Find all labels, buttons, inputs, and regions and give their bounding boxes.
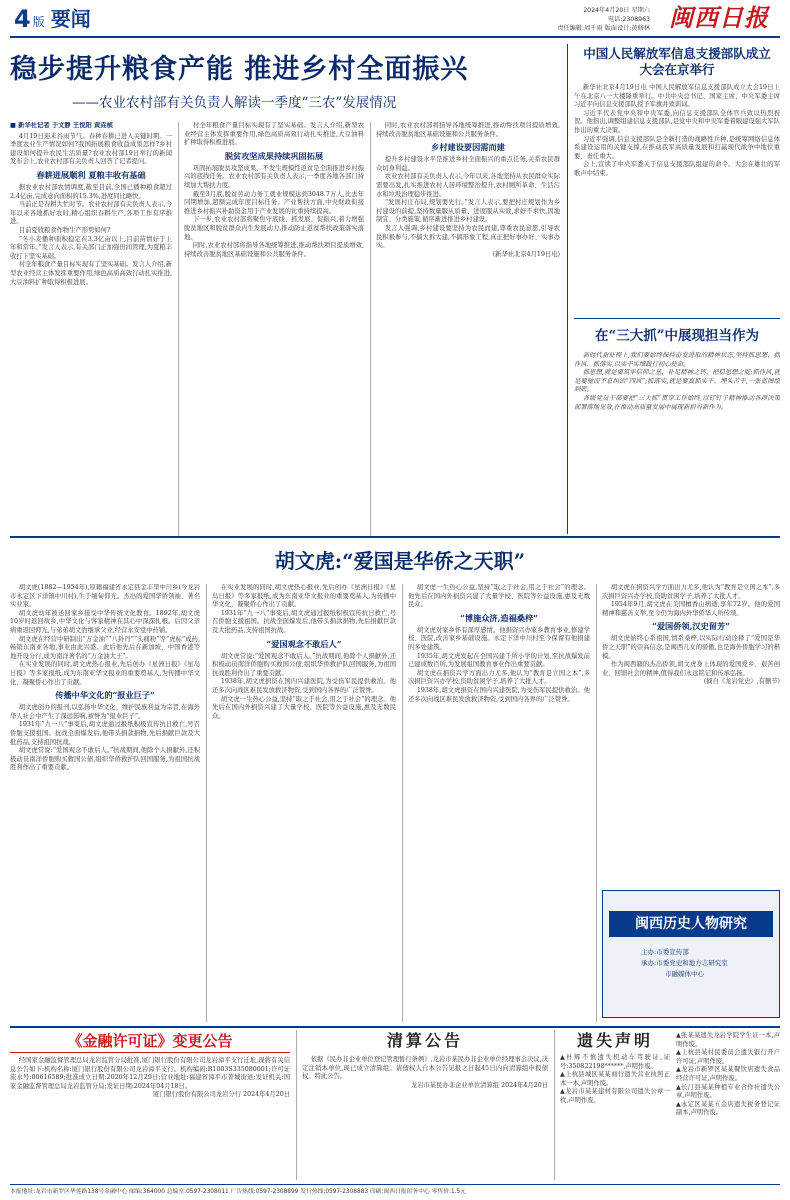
paragraph: 同时,农业农村部将指导各地统筹推进,推动帮扶项目提质增效,持续改善脱贫地区基础设施和公共服务条件。 — [184, 242, 364, 258]
page-label: 版 — [32, 15, 45, 29]
paragraph: 当前正是春耕大忙时节。农业农村部有关负责人表示,今年以来各地抓好农时,精心组织春耕生产,各项工作有序推进。 — [10, 201, 172, 226]
dateline: (新华社北京4月19日电) — [492, 250, 560, 258]
lead-col-2 — [184, 122, 364, 538]
paragraph: 1931年“九一八”事变后,胡文虎通过报纸积极宣传抗日救亡,号召侨胞支援祖国。抗战全面爆发后,他带头捐款捐物,先后捐献巨款及大批药品,支持祖国抗战。 — [10, 721, 200, 746]
paragraph: 会上,宣读了中央军委关于信息支援部队组建的命令。大会在雄壮的军歌声中结束。 — [574, 161, 780, 177]
paragraph: 胡文虎常说:“爱国观念不敢后人。”抗战期间,他除个人捐献外,还积极动员南洋侨胞购买救国公债,组织华侨救护队回国服务,为祖国抗战胜利作出了重要贡献。 — [212, 652, 396, 677]
page-number: 4 — [14, 6, 31, 32]
paragraph: 1938年,胡文虎捐资在国内兴建医院,为受伤军民提供救治。他还多次向战区难民发放救济物资,受到国内各界的广泛赞誉。 — [212, 678, 396, 694]
feature-col-3 — [408, 584, 590, 1022]
paragraph: 下一步,农业农村部将聚焦守底线、抓发展、促振兴,着力增强脱贫地区和脱贫群众内生发展动力,推动防止返贫帮扶政策落实落地。 — [184, 216, 364, 241]
paragraph: 新时代新征程上,我们要始终保持奋发进取的精神状态,坚持抓思想、抓作风、抓落实,以实干实绩践行初心使命。 — [574, 352, 780, 368]
paragraph: 胡文虎在捐资兴学方面出力尤多,他认为“教育是立国之本”,多次捐巨资兴办学校,资助贫困学子,培养了大批人才。 — [408, 669, 590, 686]
column-box-organizer-2: 市融媒体中心 — [665, 970, 704, 978]
feature-title: 胡文虎:“爱国是华侨之天职” — [274, 549, 526, 573]
byline: ■ 新华社记者 于文静 王悦阳 黄垚桢 — [10, 122, 113, 129]
paragraph: 巩固拓展脱贫攻坚成果、不发生规模性返贫是全面推进乡村振兴的底线任务。农业农村部有关负责人表示,一季度各地各部门持续加大帮扶力度。 — [184, 164, 364, 189]
lost-list-1 — [560, 1054, 670, 1118]
notice-liquidation — [302, 1030, 548, 1180]
lost-item: ▲长汀县某某种植专业合作社遗失公章,声明作废。 — [676, 1083, 780, 1100]
paragraph: 作为闽西籍的杰出侨领,胡文虎身上体现的爱国爱乡、艰苦创业、回馈社会的精神,值得我们永远铭记和传承弘扬。 — [602, 661, 780, 677]
paragraph: 同时,农业农村部将指导各地统筹推进,推动帮扶项目提质增效,持续改善脱贫地区基础设施和公共服务条件。 — [376, 122, 560, 138]
lost-item: ▲龙岩市新罗区某某餐饮店遗失食品经营许可证,声明作废。 — [676, 1066, 780, 1082]
column-box-host: 主办:市委宣传部 — [641, 948, 689, 956]
lead-subtitle: ——农业农村部有关负责人解读一季度“三农”发展情况 — [72, 95, 397, 111]
feature-col-1 — [10, 584, 200, 1022]
paragraph: 习近平强调,信息支援部队是全新打造的战略性兵种,是统筹网络信息体系建设运用的关键支撑,在推动我军高质量发展和打赢现代战争中地位重要、责任重大。 — [574, 135, 780, 160]
paragraph: 胡文虎始终心系祖国,情系桑梓,以实际行动诠释了“爱国是华侨之天职”的崇高信念,是闽西儿女的骄傲,也是海外侨胞学习的楷模。 — [602, 635, 780, 660]
paragraph: 据农业农村部农情调度,截至目前,全国已播种粮食超过2.4亿亩,完成意向面积的15.3%,进度同比略快。 — [10, 183, 172, 200]
subhead: 乡村建设要因需而建 — [431, 142, 505, 153]
paragraph: 胡文虎一生热心公益,坚持“取之于社会,用之于社会”的理念。他先后在国内外捐资兴建了大量学校、医院等公益设施,惠及无数民众。 — [212, 695, 396, 720]
source-note: (摘自《龙岩党史》,有删节) — [703, 678, 780, 686]
right-mid-article — [574, 322, 780, 532]
section-name: 要闻 — [50, 7, 91, 31]
paragraph: 4月19日迎来谷雨节气。春种春耕已进入关键时期。一季度农业生产情况如何?我国拓展粮食收益成果怎样?乡村建设如何提升农民生活质量?农业农村部19日举行的新闻发布会上,农业农村部有关负责人回答了记者提问。 — [10, 132, 172, 166]
paragraph: 抓思想,就是要筑牢信仰之基、补足精神之钙、把稳思想之舵;抓作风,就是要驰而不息纠治“四风”;抓落实,就是要真抓实干、埋头苦干,一张蓝图绘到底。 — [574, 369, 780, 394]
lost-item: ▲杜辉不慎遗失机动车驾驶证,证号:350822198******,声明作废。 — [560, 1054, 670, 1070]
paragraph: 1938年,胡文虎捐资在国内兴建医院,为受伤军民提供救治。他还多次向战区难民发放救济物资,受到国内各界的广泛赞誉。 — [408, 686, 590, 703]
paragraph: 在实业发展的同时,胡文虎热心报业,先后创办《星洲日报》《星岛日报》等多家报纸,成为东南亚华文报业的重要奠基人,为传播中华文化、凝聚侨心作出了贡献。 — [10, 661, 200, 686]
feature-article — [10, 540, 780, 1022]
paragraph: 1931年“九一八”事变后,胡文虎通过报纸积极宣传抗日救亡,号召侨胞支援祖国。抗战全面爆发后,他带头捐款捐物,先后捐献巨款及大批药品,支持祖国抗战。 — [212, 609, 396, 634]
paragraph: 发言人强调,乡村建设要坚持为农民而建,尊重农民意愿,引导农民积极参与,不搞大拆大建,不搞形象工程,真正把好事办好、实事办实。 — [376, 224, 560, 250]
lost-list-2 — [676, 1032, 780, 1118]
paragraph: 1954年9月,胡文虎在美国檀香山病逝,享年72岁。他的爱国精神和慈善义举,至今仍为海内外华侨华人所传颂。 — [602, 601, 780, 617]
lost-item: ▲张某某遗失龙岩学院学生证一本,声明作废。 — [676, 1032, 780, 1048]
right-top-article — [574, 46, 780, 314]
paragraph: 胡文虎对家乡怀有深厚感情。他捐资兴办家乡教育事业,修建学校、医院,改善家乡基础设施。永定下洋中川村至今保留有他捐建的多处建筑。 — [408, 626, 590, 651]
paragraph: 在实业发展的同时,胡文虎热心报业,先后创办《星洲日报》《星岛日报》等多家报纸,成为东南亚华文报业的重要奠基人,为传播中华文化、凝聚侨心作出了贡献。 — [212, 584, 396, 609]
paragraph: 村全年粮食产量目标实现有了坚实基础。发言人介绍,新型农业经营主体发挥重要作用,绿色高质高效行动扎实推进,大豆油料扩种取得积极进展。 — [10, 261, 172, 286]
notice-signature: 龙岩市某民办非企业单位清算组 2024年4月20日 — [410, 1081, 548, 1089]
paragraph: 胡文虎在经营中研制出“万金油”“八卦丹”“头痛粉”等“虎标”成药,畅销东南亚各地,事业由此兴盛。此后他先后在新加坡、中国香港等地开设分行,成为南洋著名的“万金油大王”。 — [10, 635, 200, 660]
issue-date: 2024年4月20日 — [583, 7, 630, 14]
paragraph: 依据《民办非企业单位登记管理暂行条例》,龙岩市某民办非企业单位经理事会决议,决定注销本单位,现已成立清算组。请债权人自本公告见报之日起45日内向清算组申报债权。特此公告。 — [302, 1056, 548, 1081]
feature-col-2 — [212, 584, 396, 1022]
paragraph: 农业农村部有关负责人表示,今年以来,各地坚持从农民群众实际需要出发,扎实推进农村人居环境整治提升,农村厕所革命、生活污水和垃圾治理稳步推进。 — [376, 173, 560, 198]
notice-liquidation-title: 清算公告 — [386, 1031, 463, 1050]
notice-license — [10, 1030, 290, 1180]
paragraph: 各级党员干部要把“三大抓”贯穿工作始终,以钉钉子精神推动各项决策部署落地见效,在推动高质量发展中展现新担当新作为。 — [574, 394, 780, 411]
editor-credits: 责任编辑:周千雨 版面设计:黄修林 — [557, 25, 650, 32]
paragraph: 习近平代表党中央和中央军委,向信息支援部队全体官兵致以热烈祝贺。他指出,调整组建信息支援部队,是党中央和中央军委着眼建设强大军队作出的重大决策。 — [574, 109, 780, 134]
issue-weekday: 星期六 — [631, 7, 650, 14]
lead-col-1 — [10, 122, 172, 538]
paragraph: 目前夏收粮食作物生产形势如何? — [18, 226, 111, 234]
lost-item: ▲上杭县城区某某商行遗失营业执照正本一本,声明作废。 — [560, 1071, 670, 1087]
lost-item: ▲永定区某某五金店遗失税务登记证副本,声明作废。 — [676, 1100, 780, 1117]
paragraph: 胡文虎一生热心公益,坚持“取之于社会,用之于社会”的理念。他先后在国内外捐资兴建了大量学校、医院等公益设施,惠及无数民众。 — [408, 584, 590, 609]
right-mid-title: 在“三大抓”中展现担当作为 — [594, 328, 760, 344]
page-footer: 本报地址:龙岩市新罗区华莲路138号金融中心 邮编:364000 总编室:0597-2308011 广告热线:0597-2308899 发行热线:0597-2308883 印刷:闽西日报印务中心 零售价:1.5元 — [10, 1189, 466, 1195]
lead-col-3 — [376, 122, 560, 538]
lead-title: 稳步提升粮食产能 推进乡村全面振兴 — [10, 54, 469, 85]
paragraph: 胡文虎幼年被送回家乡接受中华传统文化教育。1892年,胡文虎10岁时返回故乡,中华文化与客家精神在其心中深深扎根。后因父亲病重返回仰光,与弟弟胡文豹继承父业,经营永安堂中药铺。 — [10, 609, 200, 634]
subhead: “爱国观念不敢后人” — [266, 638, 342, 649]
lost-item: ▲龙岩市某某建材有限公司遗失公章一枚,声明作废。 — [560, 1088, 670, 1104]
notice-lost-title: 遗失声明 — [576, 1031, 653, 1050]
notice-lost — [560, 1030, 780, 1180]
paragraph: 经国家金融监督管理总局龙岩监管分局批准,厦门银行股份有限公司龙岩漳平支行迁址,现将有关信息公告如下:机构名称:厦门银行股份有限公司龙岩漳平支行。机构编码:B1003S335080001;许可证流水号:00616589;批准成立日期:2020年12月29日;营业地址:福建省漳平市菁城街道;发证机关:国家金融监督管理总局龙岩监管分局;发证日期:2024年04月18日。 — [10, 1057, 290, 1090]
subhead: “爱国侨领,汉史留芳” — [652, 621, 730, 632]
notice-signature: 厦门银行股份有限公司龙岩分行 2024年4月20日 — [152, 1091, 290, 1099]
paragraph: 截至3月底,脱贫劳动力务工就业规模达到3048.7万人,比去年同期增加,超额完成年度目标任务。产业帮扶方面,中央财政衔接推进乡村振兴补助资金用于产业发展的比重持续提高。 — [184, 190, 364, 215]
subhead: 脱贫攻坚成果持续巩固拓展 — [224, 150, 324, 161]
right-top-title: 中国人民解放军信息支援部队成立大会在京举行 — [583, 46, 771, 77]
subhead: 传播中华文化的“报业巨子” — [55, 690, 155, 701]
column-box — [602, 890, 780, 1018]
paragraph: 胡文虎(1882—1954年),原籍福建省永定县金丰里中川乡(今龙岩市永定区下洋镇中川村),生于缅甸仰光。杰出的爱国华侨领袖、著名实业家。 — [10, 584, 200, 609]
subhead: “博施众济,造福桑梓” — [460, 612, 538, 623]
feature-col-4 — [602, 584, 780, 884]
column-box-organizer: 承办:市委党史和地方志研究室 — [641, 959, 728, 967]
column-box-title: 闽西历史人物研究 — [609, 911, 773, 937]
lost-item: ▲上杭县某村民委员会遗失银行开户许可证,声明作废。 — [676, 1049, 780, 1065]
notice-license-title: 《金融许可证》变更公告 — [10, 1030, 290, 1053]
paragraph: 村全年粮食产量目标实现有了坚实基础。发言人介绍,新型农业经营主体发挥重要作用,绿色高质高效行动扎实推进,大豆油料扩种取得积极进展。 — [184, 122, 364, 147]
paragraph: 胡文虎常说:“爱国观念不敢后人。”抗战期间,他除个人捐献外,还积极动员南洋侨胞购买救国公债,组织华侨救护队回国服务,为祖国抗战胜利作出了重要贡献。 — [10, 747, 200, 772]
lead-article — [10, 44, 560, 540]
masthead-logo: 闽西日报 — [669, 3, 769, 32]
paragraph: “发展村庄布局,规划要先行。”发言人表示,要把村庄规划作为乡村建设的前提,坚持数量服从质量、进度服从实效,求好不求快,因地制宜、分类施策,循序渐进推进乡村建设。 — [376, 199, 560, 224]
page-number-block — [14, 6, 91, 32]
paragraph: 提升乡村建设水平是推进乡村全面振兴的重点任务,关系农民群众切身利益。 — [376, 156, 560, 172]
paragraph: 胡文虎在捐资兴学方面出力尤多,他认为“教育是立国之本”,多次捐巨资兴办学校,资助贫困学子,培养了大批人才。 — [602, 584, 780, 600]
paragraph: 胡文虎创办的报刊,以弘扬中华文化、维护民族利益为宗旨,在海外华人社会中产生了深远影响,被誉为“报业巨子”。 — [10, 704, 200, 720]
paragraph: “冬小麦播种面积稳定在3.3亿亩以上,目前苗情好于上年和常年。”发言人表示,有关部门正加强田间管理,为夏粮丰收打下坚实基础。 — [10, 235, 172, 260]
subhead: 春耕进展顺利 夏粮丰收有基础 — [36, 169, 146, 180]
header-meta — [510, 6, 650, 33]
page-header — [0, 0, 790, 40]
paragraph: 1935年,胡文虎发起在全国兴建千所小学的计划,至抗战爆发前已建成数百所,为发展祖国教育事业作出重要贡献。 — [408, 652, 590, 669]
paragraph: 新华社北京4月19日电 中国人民解放军信息支援部队成立大会19日上午在北京八一大楼隆重举行。中共中央总书记、国家主席、中央军委主席习近平向信息支援部队授予军旗并致训词。 — [574, 84, 780, 109]
editor-phone: 电话:2308963 — [607, 16, 650, 23]
